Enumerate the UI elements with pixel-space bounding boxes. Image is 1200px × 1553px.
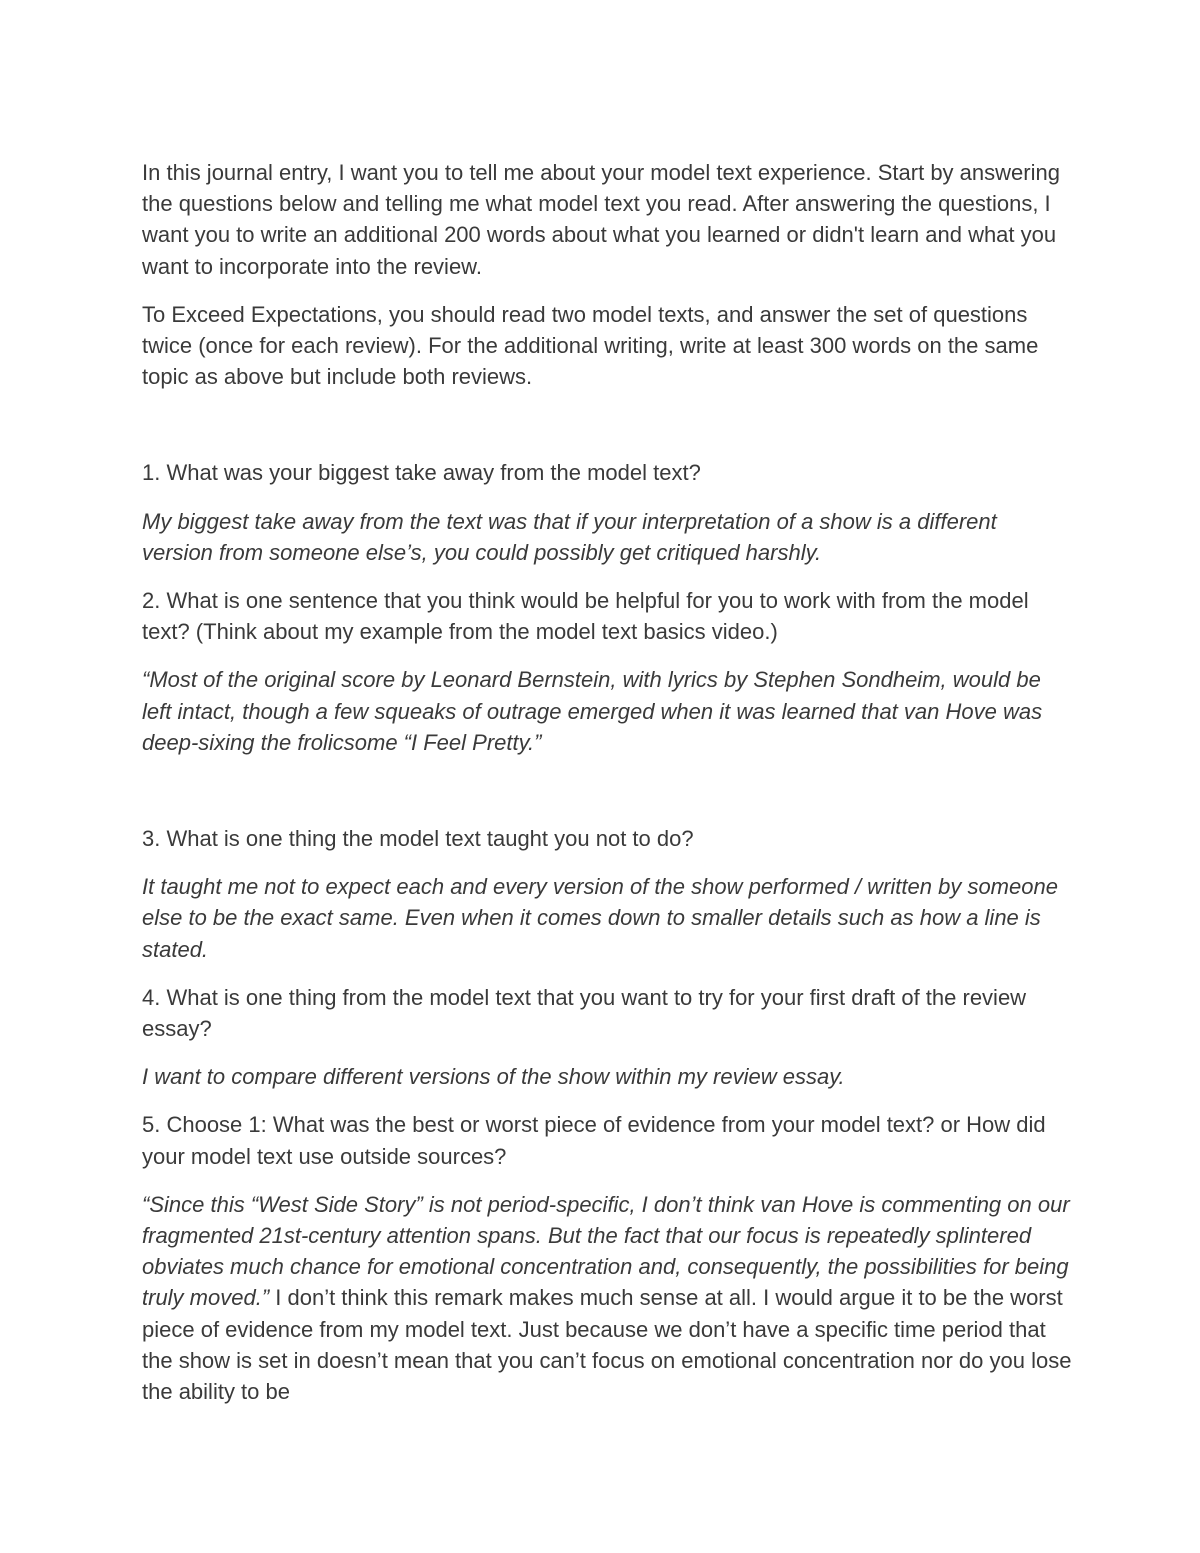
document-page: [142, 157, 1072, 1407]
answer-5-quote: “Since this “West Side Story” is not period-specific, I don’t think van Hove is commenting on our fragmented 21st-century attention spans. But the fact that our focus is repeatedly splintered obviates much chance for emotional concentration and, consequently, the possibilities for being truly moved.”: [142, 1191, 1070, 1311]
answer-1: My biggest take away from the text was that if your interpretation of a show is a different version from someone else’s, you could possibly get critiqued harshly.: [142, 508, 997, 565]
intro-paragraph-2: To Exceed Expectations, you should read two model texts, and answer the set of questions twice (once for each review). For the additional writing, write at least 300 words on the same topic as above but include both reviews.: [142, 301, 1039, 390]
answer-5: [142, 1189, 1072, 1407]
answer-4: I want to compare different versions of the show within my review essay.: [142, 1064, 845, 1090]
question-5: 5. Choose 1: What was the best or worst piece of evidence from your model text? or How did your model text use outside sources?: [142, 1112, 1046, 1169]
question-2: 2. What is one sentence that you think would be helpful for you to work with from the model text? (Think about my example from the model text basics video.): [142, 588, 1029, 645]
answer-3: It taught me not to expect each and every version of the show performed / written by someone else to be the exact same. Even when it comes down to smaller details such as how a line is stated.: [142, 874, 1058, 962]
question-1: 1. What was your biggest take away from the model text?: [142, 460, 701, 486]
intro-paragraph-1: In this journal entry, I want you to tell me about your model text experience. Start by answering the questions below and telling me what model text you read. After answering the questions, I want you to write an additional 200 words about what you learned or didn't learn and what you want to incorporate into the review.: [142, 160, 1060, 279]
question-4: 4. What is one thing from the model text that you want to try for your first draft of the review essay?: [142, 984, 1027, 1042]
answer-5-commentary: I don’t think this remark makes much sense at all. I would argue it to be the worst piece of evidence from my model text. Just because we don’t have a specific time period that the show is set in doesn’t mean that you can’t focus on emotional concentration nor do you lose the ability to be: [142, 1285, 1072, 1405]
question-3: 3. What is one thing the model text taught you not to do?: [142, 826, 694, 852]
answer-2: “Most of the original score by Leonard Bernstein, with lyrics by Stephen Sondheim, would be left intact, though a few squeaks of outrage emerged when it was learned that van Hove was deep-sixing the frolicsome “I Feel Pretty.”: [142, 667, 1043, 755]
